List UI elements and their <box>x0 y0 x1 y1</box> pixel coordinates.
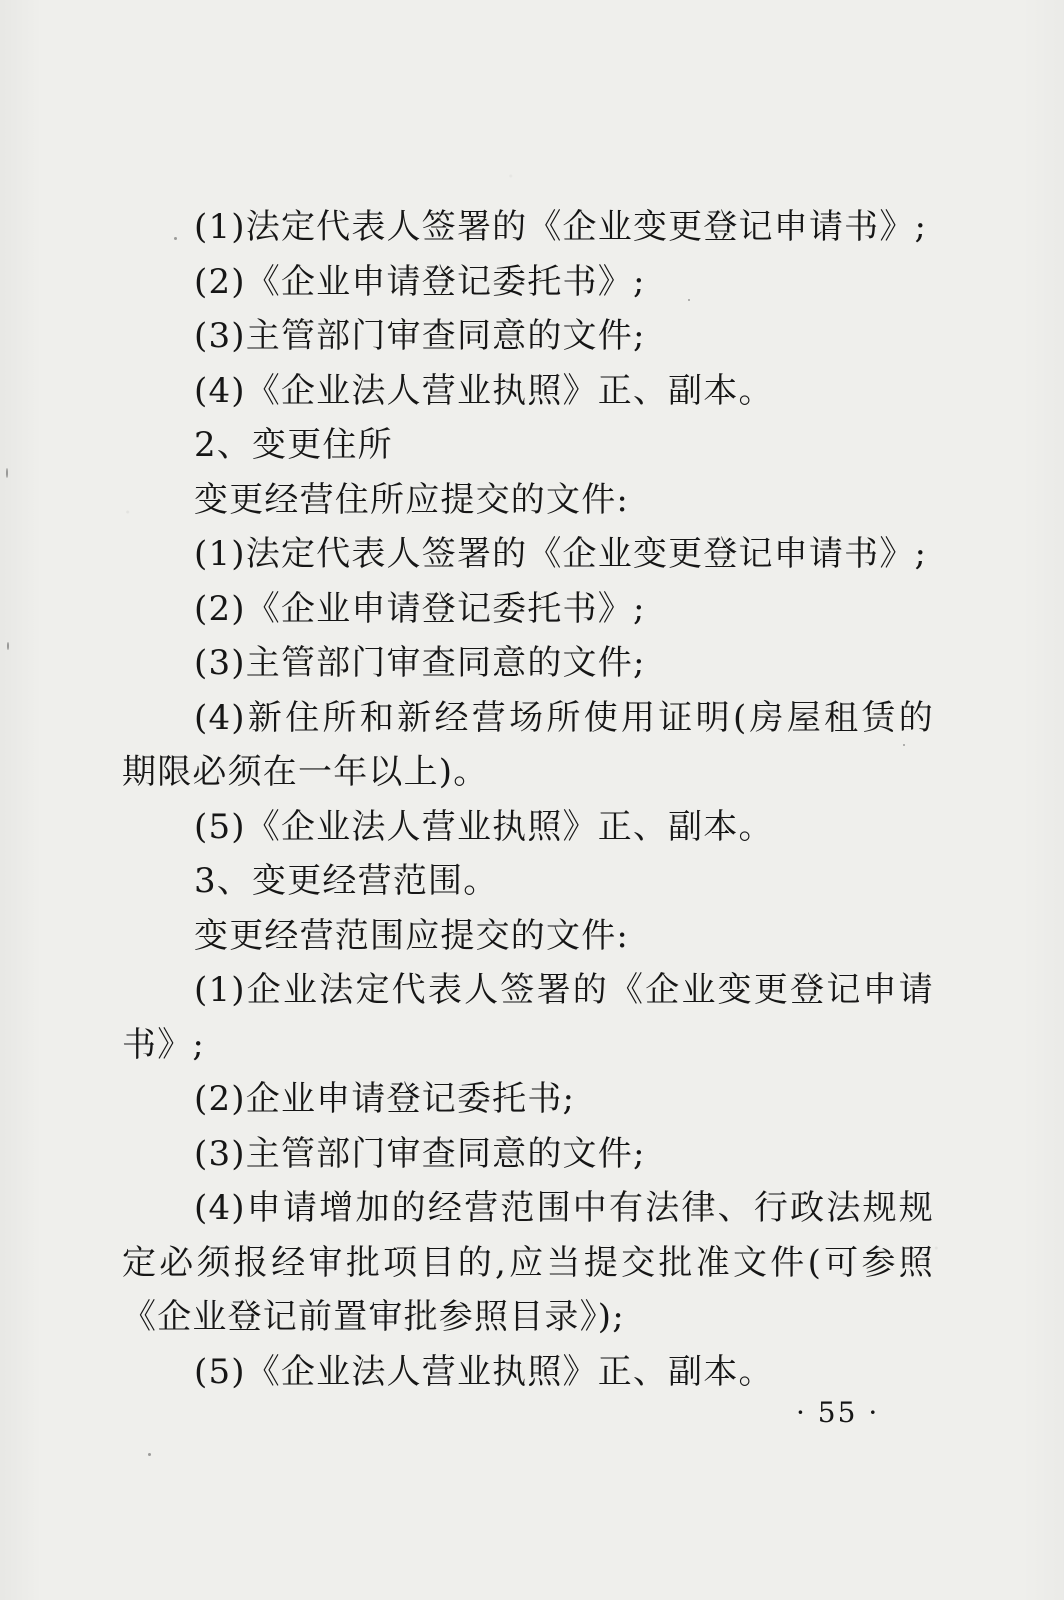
scan-speck <box>174 237 177 240</box>
paragraph-line: (3)主管部门审查同意的文件; <box>194 316 646 356</box>
document-body <box>122 200 934 1399</box>
paragraph-line: (2)《企业申请登记委托书》; <box>194 261 646 302</box>
paragraph-continuation: 《企业登记前置审批参照目录》); <box>122 1297 625 1337</box>
paragraph-line: (1)企业法定代表人签署的《企业变更登记申请 <box>194 970 934 1010</box>
scan-speck <box>688 299 690 301</box>
paragraph-line: 变更经营范围应提交的文件: <box>194 915 630 956</box>
paragraph-continuation: 定必须报经审批项目的,应当提交批准文件(可参照 <box>122 1242 934 1283</box>
paragraph-line: (4)申请增加的经营范围中有法律、行政法规规 <box>194 1188 934 1228</box>
section-heading: 2、变更住所 <box>194 425 393 465</box>
paragraph-line: (5)《企业法人营业执照》正、副本。 <box>194 806 774 847</box>
section-heading: 3、变更经营范围。 <box>194 861 499 901</box>
paragraph-continuation: 书》; <box>122 1024 206 1065</box>
paragraph-line: 变更经营住所应提交的文件: <box>194 479 630 520</box>
paragraph-line: (3)主管部门审查同意的文件; <box>194 1133 646 1174</box>
paragraph-line: (2)《企业申请登记委托书》; <box>194 588 646 629</box>
paragraph-line: (1)法定代表人签署的《企业变更登记申请书》; <box>194 534 928 574</box>
page-number: · 55 · <box>796 1396 880 1429</box>
paragraph-line: (3)主管部门审查同意的文件; <box>194 643 646 683</box>
paragraph-continuation: 期限必须在一年以上)。 <box>122 752 489 792</box>
scan-speck <box>7 642 9 650</box>
paragraph-line: (2)企业申请登记委托书; <box>194 1079 576 1119</box>
scan-speck <box>148 1453 151 1456</box>
paragraph-line: (5)《企业法人营业执照》正、副本。 <box>194 1351 774 1392</box>
paragraph-line: (4)《企业法人营业执照》正、副本。 <box>194 370 774 411</box>
paragraph-line: (4)新住所和新经营场所使用证明(房屋租赁的 <box>194 697 934 738</box>
scan-speck <box>903 744 905 746</box>
scan-speck <box>6 468 8 478</box>
paragraph-line: (1)法定代表人签署的《企业变更登记申请书》; <box>194 207 928 247</box>
